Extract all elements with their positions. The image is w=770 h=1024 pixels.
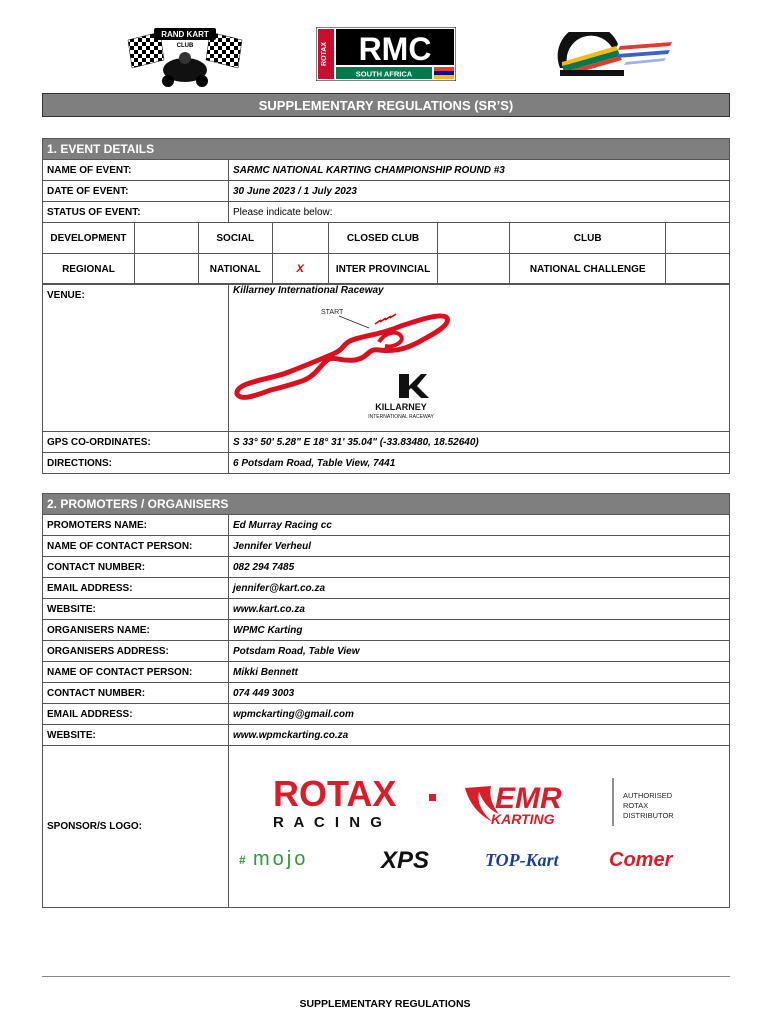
organiser-website-value: www.wpmckarting.co.za [229,725,730,746]
organiser-contact-label: NAME OF CONTACT PERSON: [43,662,229,683]
motorsport-sa-logo [556,32,674,78]
svg-text:KARTING: KARTING [491,811,555,827]
topkart-logo: TOP-Kart [485,850,559,870]
directions-label: DIRECTIONS: [43,453,229,474]
status-national-box[interactable]: X [272,254,328,285]
xps-logo: XPS [381,847,430,874]
rand-kart-club-logo [126,26,244,88]
promoter-email-label: EMAIL ADDRESS: [43,578,229,599]
organisers-name-value: WPMC Karting [229,620,730,641]
promoter-email-value: jennifer@kart.co.za [229,578,730,599]
table-row [43,202,730,223]
table-row [43,662,730,683]
table-row [43,536,730,557]
organiser-number-value: 074 449 3003 [229,683,730,704]
gps-label: GPS CO-ORDINATES: [43,432,229,453]
organisers-name-label: ORGANISERS NAME: [43,620,229,641]
status-national-label: NATIONAL [198,254,272,285]
table-row [43,599,730,620]
venue-label: VENUE: [43,284,229,432]
table-row [43,453,730,474]
footer-divider [42,976,730,977]
status-row [43,254,730,285]
event-date-label: DATE OF EVENT: [43,181,229,202]
svg-text:ROTAX: ROTAX [623,801,649,810]
organiser-email-value: wpmckarting@gmail.com [229,704,730,725]
svg-text:EMR: EMR [495,782,562,815]
venue-value: Killarney International Raceway [233,285,384,296]
promoters-name-label: PROMOTERS NAME: [43,515,229,536]
status-regional-label: REGIONAL [43,254,135,285]
organiser-email-label: EMAIL ADDRESS: [43,704,229,725]
organiser-website-label: WEBSITE: [43,725,229,746]
track-map-image [229,302,469,430]
venue-cell [229,284,730,432]
event-details-table [42,138,730,223]
organiser-number-label: CONTACT NUMBER: [43,683,229,704]
svg-text:ROTAX: ROTAX [273,773,397,814]
status-social-box[interactable] [272,223,328,254]
svg-text:#: # [239,853,246,867]
promoter-number-value: 082 294 7485 [229,557,730,578]
event-status-label: STATUS OF EVENT: [43,202,229,223]
promoters-header: 2. PROMOTERS / ORGANISERS [43,494,730,515]
sponsor-logos-image [233,772,723,882]
promoters-name-value: Ed Murray Racing cc [229,515,730,536]
comer-logo: Comer [609,849,673,871]
document-title: SUPPLEMENTARY REGULATIONS (SR’S) [42,93,730,117]
svg-text:mojo: mojo [253,848,309,870]
svg-text:RAND KART: RAND KART [161,30,209,39]
table-row [43,578,730,599]
organiser-contact-value: Mikki Bennett [229,662,730,683]
section-header-row [43,139,730,160]
promoter-website-label: WEBSITE: [43,599,229,620]
event-date-value: 30 June 2023 / 1 July 2023 [229,181,730,202]
svg-text:KILLARNEY: KILLARNEY [375,402,427,412]
status-inter-provincial-label: INTER PROVINCIAL [328,254,438,285]
promoter-website-value: www.kart.co.za [229,599,730,620]
svg-text:AUTHORISED: AUTHORISED [623,791,673,800]
status-options-table [42,222,730,285]
svg-text:DISTRIBUTOR: DISTRIBUTOR [623,811,674,820]
organisers-address-label: ORGANISERS ADDRESS: [43,641,229,662]
sponsor-logo-cell [229,746,730,908]
directions-value: 6 Potsdam Road, Table View, 7441 [229,453,730,474]
status-regional-box[interactable] [134,254,198,285]
svg-text:R A C I N G: R A C I N G [273,814,385,831]
table-row [43,284,730,432]
status-club-label: CLUB [510,223,666,254]
status-national-challenge-box[interactable] [666,254,730,285]
section-header-row [43,494,730,515]
svg-text:CLUB: CLUB [176,43,194,49]
svg-text:SOUTH AFRICA: SOUTH AFRICA [355,69,413,79]
status-national-challenge-label: NATIONAL CHALLENGE [510,254,666,285]
promoters-table [42,493,730,908]
table-row [43,746,730,908]
event-details-header: 1. EVENT DETAILS [43,139,730,160]
killarney-logo [368,374,434,420]
status-inter-provincial-box[interactable] [438,254,510,285]
status-development-box[interactable] [134,223,198,254]
venue-table [42,283,730,474]
page-footer: SUPPLEMENTARY REGULATIONS [299,998,471,1010]
table-row [43,557,730,578]
status-row [43,223,730,254]
status-club-box[interactable] [666,223,730,254]
header-logos [0,22,770,92]
sponsor-logo-label: SPONSOR/S LOGO: [43,746,229,908]
table-row [43,432,730,453]
svg-text:START: START [321,309,344,316]
promoter-contact-value: Jennifer Verheul [229,536,730,557]
promoter-number-label: CONTACT NUMBER: [43,557,229,578]
status-closed-club-box[interactable] [438,223,510,254]
table-row [43,181,730,202]
organisers-address-value: Potsdam Road, Table View [229,641,730,662]
mojo-logo [239,848,308,870]
status-development-label: DEVELOPMENT [43,223,135,254]
table-row [43,160,730,181]
table-row [43,515,730,536]
event-name-label: NAME OF EVENT: [43,160,229,181]
event-name-value: SARMC NATIONAL KARTING CHAMPIONSHIP ROUND #3 [229,160,730,181]
gps-value: S 33° 50' 5.28" E 18° 31' 35.04" (-33.83480, 18.52640) [229,432,730,453]
event-status-value: Please indicate below: [229,202,730,223]
status-closed-club-label: CLOSED CLUB [328,223,438,254]
emr-karting-logo [465,778,674,827]
svg-text:INTERNATIONAL RACEWAY: INTERNATIONAL RACEWAY [368,414,434,420]
table-row [43,641,730,662]
table-row [43,620,730,641]
table-row [43,725,730,746]
promoter-contact-label: NAME OF CONTACT PERSON: [43,536,229,557]
rotax-racing-logo [273,773,436,831]
table-row [43,704,730,725]
rmc-south-africa-logo [316,27,456,81]
status-social-label: SOCIAL [198,223,272,254]
svg-text:ROTAX: ROTAX [321,42,328,66]
table-row [43,683,730,704]
svg-text:RMC: RMC [358,31,432,67]
